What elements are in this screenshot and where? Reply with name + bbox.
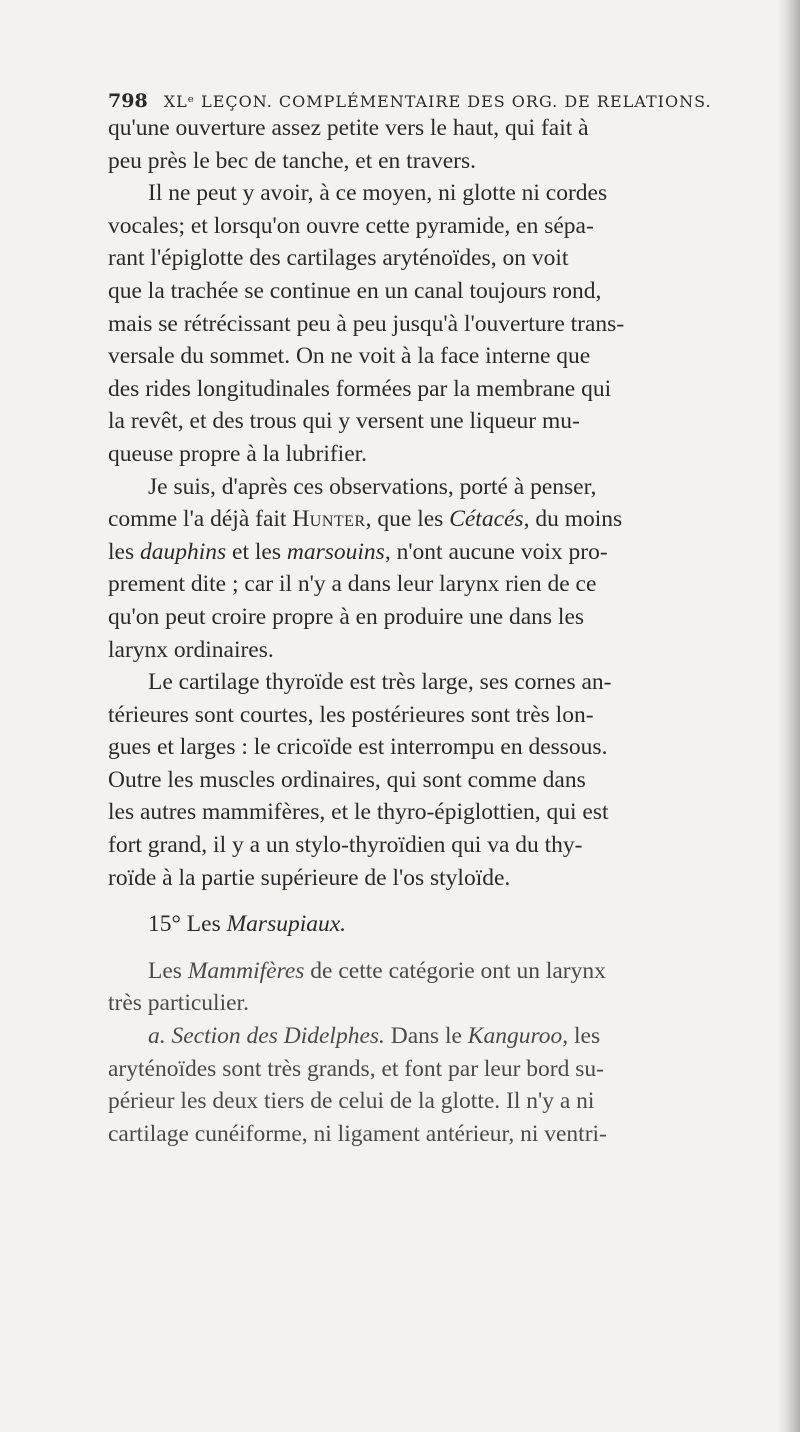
text-line: très particulier. [108,990,249,1017]
subsection-title: Section des Didelphes. [171,1023,385,1050]
spacer [108,941,768,955]
text-line [108,503,768,536]
text-run: et les [226,538,287,565]
text-line: prement dite ; car il n'y a dans leur larynx rien de ce [108,571,597,598]
taxon-kanguroo: Kanguroo [467,1023,563,1050]
text-line: qu'une ouverture assez petite vers le haut, qui fait à [108,115,589,141]
text-line: qu'on peut croire propre à en produire une dans les [108,603,585,630]
taxon-cetaces: Cétacés [449,506,524,533]
text-line: larynx ordinaires. [108,636,274,663]
subsection-letter: a. [148,1023,166,1050]
text-line: versale du sommet. On ne voit à la face interne que [108,343,591,370]
text-line: Je suis, d'après ces observations, porté à penser, [148,473,597,500]
spacer [108,894,768,908]
text-line: la revêt, et des trous qui y versent une liqueur mu- [108,408,580,435]
text-run: Les [148,957,188,984]
text-line: les autres mammifères, et le thyro-épiglottien, qui est [108,799,609,826]
text-line: fort grand, il y a un stylo-thyroïdien qui va du thy- [108,832,583,859]
text-line: aryténoïdes sont très grands, et font par leur bord su- [108,1055,604,1082]
page-edge-shadow [778,0,800,1432]
text-line [108,1020,768,1053]
running-header [108,90,728,114]
section-heading [108,908,768,941]
text-line: queuse propre à la lubrifier. [108,440,368,467]
taxon-dauphins: dauphins [139,538,227,565]
text-line: peu près le bec de tanche, et en travers. [108,147,476,174]
taxon-marsouins: marsouins [286,538,385,565]
body-text [108,112,768,1150]
text-line: Outre les muscles ordinaires, qui sont comme dans [108,766,586,793]
text-run: , que les [365,506,450,533]
text-line: périeur les deux tiers de celui de la glotte. Il n'y a ni [108,1088,595,1115]
page-number: 798 [108,90,148,112]
text-line: des rides longitudinales formées par la membrane qui [108,375,612,402]
text-line [108,955,768,988]
author-name-hunter: Hunter [292,506,366,533]
text-run: les [108,538,140,565]
taxon-mammiferes: Mammifères [187,957,305,984]
text-line: Le cartilage thyroïde est très large, ses cornes an- [148,669,612,696]
text-line: cartilage cunéiforme, ni ligament antérieur, ni ventri- [108,1120,607,1147]
text-line: roïde à la partie supérieure de l'os styloïde. [108,864,511,891]
section-title: Marsupiaux. [226,911,347,938]
text-line [108,536,768,569]
text-line: que la trachée se continue en un canal toujours rond, [108,277,602,304]
text-line: vocales; et lorsqu'on ouvre cette pyramide, en sépa- [108,212,594,239]
text-line: térieures sont courtes, les postérieures sont très lon- [108,701,594,728]
text-run: comme l'a déjà fait [108,506,293,533]
text-line: rant l'épiglotte des cartilages aryténoïdes, on voit [108,245,569,272]
text-line: gues et larges : le cricoïde est interrompu en dessous. [108,734,608,761]
text-line: Il ne peut y avoir, à ce moyen, ni glotte ni cordes [148,180,608,207]
text-run: Dans le [384,1023,468,1050]
text-line: mais se rétrécissant peu à peu jusqu'à l'ouverture trans- [108,310,625,337]
section-number: 15° [148,911,181,938]
running-title: XLᵉ LEÇON. COMPLÉMENTAIRE DES ORG. DE RELATIONS. [163,92,712,111]
text-run: de cette catégorie ont un larynx [304,957,606,984]
text-run: Les [180,911,227,938]
text-run: , les [562,1023,601,1050]
text-run: , n'ont aucune voix pro- [384,538,608,565]
text-run: , du moins [523,506,623,533]
